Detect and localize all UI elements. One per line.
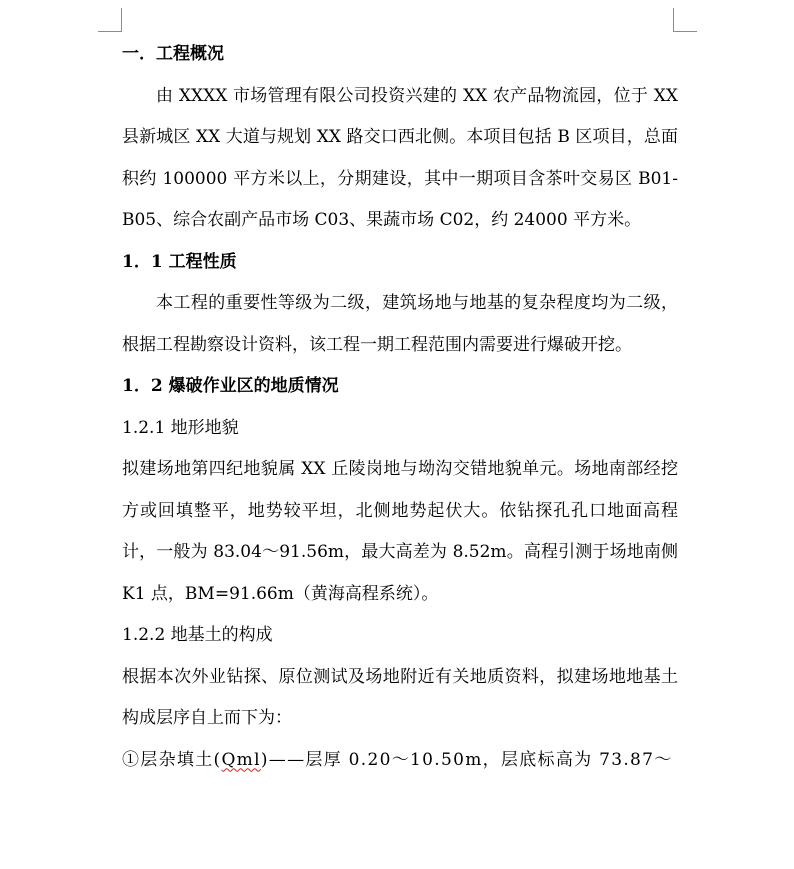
document-page [122, 34, 678, 781]
crop-mark-top-right [674, 31, 697, 32]
section-heading: 一．工程概况 [122, 44, 224, 64]
terrain-paragraph: 拟建场地第四纪地貌属 XX 丘陵岗地与坳沟交错地貌单元。场地南部经挖方或回填整平，地势较平坦，北侧地势起伏大。依钻探孔孔口地面高程计，一般为 83.04～91.56m，最大高差为 8.52m。高程引测于场地南侧 K1 点，BM=91.66m（黄海高程系统）。 [122, 459, 678, 604]
subsection-heading-1-2: 1．2 爆破作业区的地质情况 [122, 376, 339, 396]
crop-mark-top-left [98, 31, 121, 32]
layer-1-prefix: ①层杂填土( [122, 749, 222, 770]
item-heading-1-2-1: 1.2.1 地形地貌 [122, 417, 239, 438]
layer-1-line [122, 740, 678, 782]
layer-1-suffix: )——层厚 0.20～10.50m，层底标高为 73.87～ [260, 749, 673, 770]
crop-mark-top-right [673, 8, 674, 32]
item-heading-1-2-2: 1.2.2 地基土的构成 [122, 625, 273, 645]
subsection-heading-1-1: 1．1 工程性质 [122, 251, 237, 272]
overview-paragraph: 由 XXXX 市场管理有限公司投资兴建的 XX 农产品物流园，位于 XX 县新城区 XX 大道与规划 XX 路交口西北侧。本项目包括 B 区项目，总面积约 100000 平方米以上，分期建设，其中一期项目含茶叶交易区 B01-B05、综合农副产品市场 C03、果蔬市场 C02，约 24000 平方米。 [122, 85, 678, 230]
soil-paragraph: 根据本次外业钻探、原位测试及场地附近有关地质资料，拟建场地地基土构成层序自上而下为： [122, 666, 678, 728]
nature-paragraph: 本工程的重要性等级为二级，建筑场地与地基的复杂程度均为二级，根据工程勘察设计资料，该工程一期工程范围内需要进行爆破开挖。 [122, 293, 678, 355]
spellcheck-underlined-code: Qml [221, 749, 261, 770]
crop-mark-top-left [121, 8, 122, 32]
